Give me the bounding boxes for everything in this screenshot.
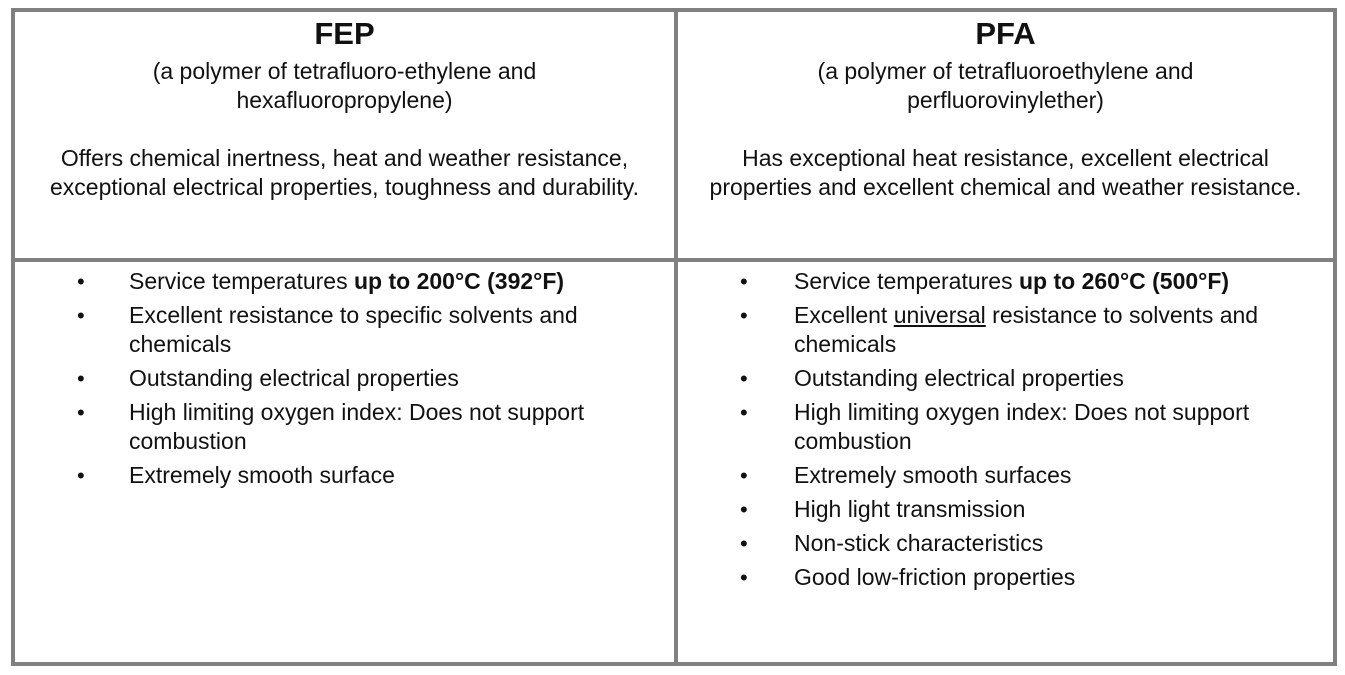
list-item (678, 461, 1333, 490)
bullet-icon: • (740, 531, 748, 556)
bullet-icon: • (77, 269, 85, 294)
bullet-icon: • (77, 463, 85, 488)
pfa-prop-3: High limiting oxygen index: Does not support combustion (794, 399, 1250, 454)
fep-prop-3: High limiting oxygen index: Does not support combustion (129, 399, 585, 454)
pfa-description: Has exceptional heat resistance, excellent electrical properties and excellent chemical and weather resistance. (709, 145, 1302, 200)
bullet-icon: • (740, 400, 748, 425)
pfa-prop-6: Non-stick characteristics (794, 530, 1044, 556)
comparison-table (11, 8, 1337, 666)
bullet-icon: • (740, 497, 748, 522)
list-item (15, 267, 674, 296)
fep-properties-cell (15, 262, 674, 662)
pfa-prop-1-underline: universal (893, 302, 986, 328)
pfa-subtitle: (a polymer of tetrafluoroethylene and perfluorovinylether) (817, 58, 1194, 113)
pfa-prop-0-prefix: Service temperatures (794, 268, 1019, 294)
fep-header-cell (15, 12, 674, 258)
fep-prop-2: Outstanding electrical properties (129, 365, 459, 391)
list-item (15, 364, 674, 393)
list-item (678, 267, 1333, 296)
list-item (678, 398, 1333, 456)
pfa-properties-cell (678, 262, 1333, 662)
fep-description: Offers chemical inertness, heat and weather resistance, exceptional electrical properties, toughness and durability. (50, 145, 639, 200)
bullet-icon: • (740, 565, 748, 590)
fep-prop-4: Extremely smooth surface (129, 462, 395, 488)
list-item (15, 301, 674, 359)
bullet-icon: • (740, 269, 748, 294)
list-item (15, 398, 674, 456)
bullet-icon: • (740, 366, 748, 391)
pfa-prop-1-prefix: Excellent (794, 302, 894, 328)
list-item (15, 461, 674, 490)
bullet-icon: • (77, 400, 85, 425)
bullet-icon: • (77, 366, 85, 391)
fep-prop-0-bold: up to 200°C (392°F) (353, 268, 565, 294)
bullet-icon: • (77, 303, 85, 328)
pfa-property-list (678, 262, 1333, 592)
fep-property-list (15, 262, 674, 490)
fep-title: FEP (314, 16, 375, 51)
pfa-prop-7: Good low-friction properties (794, 564, 1076, 590)
list-item (678, 364, 1333, 393)
pfa-header-cell (678, 12, 1333, 258)
list-item (678, 563, 1333, 592)
pfa-prop-5: High light transmission (794, 496, 1026, 522)
bullet-icon: • (740, 303, 748, 328)
list-item (678, 529, 1333, 558)
list-item (678, 495, 1333, 524)
pfa-prop-2: Outstanding electrical properties (794, 365, 1124, 391)
fep-subtitle: (a polymer of tetrafluoro-ethylene and hexafluoropropylene) (152, 58, 537, 113)
bullet-icon: • (740, 463, 748, 488)
list-item (678, 301, 1333, 359)
pfa-prop-0-bold: up to 260°C (500°F) (1018, 268, 1230, 294)
fep-prop-1: Excellent resistance to specific solvents and chemicals (129, 302, 578, 357)
pfa-title: PFA (975, 16, 1036, 51)
pfa-prop-4: Extremely smooth surfaces (794, 462, 1072, 488)
pfa-prop-1-suffix: resistance to solvents and chemicals (794, 302, 1259, 357)
fep-prop-0-prefix: Service temperatures (129, 268, 354, 294)
